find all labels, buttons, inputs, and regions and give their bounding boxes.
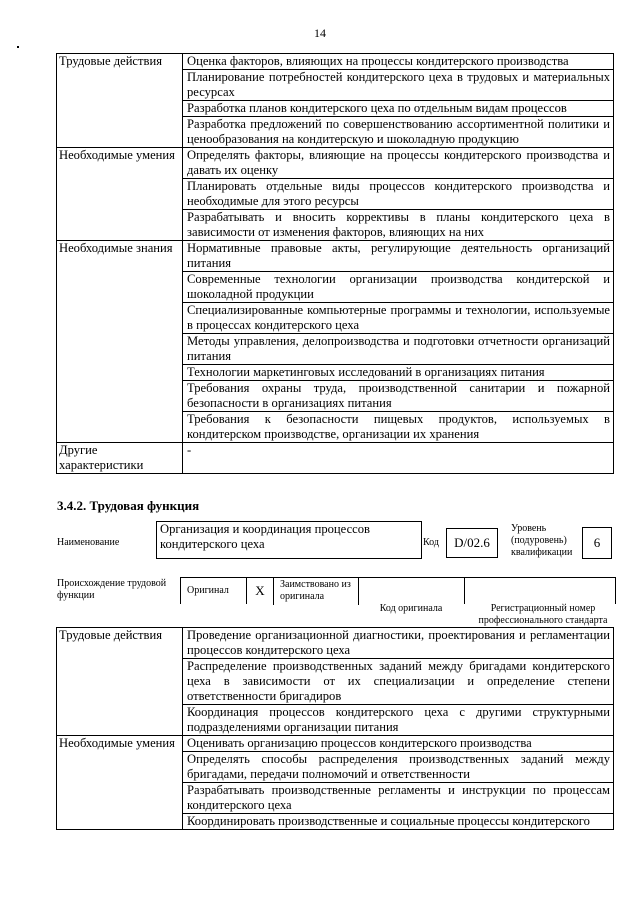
table-cell: Планирование потребностей кондитерского цеха в трудовых и материальных ресурсах — [183, 70, 614, 101]
code-label: Код — [423, 537, 439, 548]
table-cell: Современные технологии организации производства кондитерской и шоколадной продукции — [183, 272, 614, 303]
table-cell: Распределение производственных заданий между бригадами кондитерского цеха в зависимости от их специализации и определение степени ответственности бригадиров — [183, 659, 614, 705]
row-header-knowledge: Необходимые знания — [57, 241, 183, 443]
row-header-other: Другие характеристики — [57, 443, 183, 474]
level-value-box: 6 — [582, 527, 612, 559]
table-cell: Координировать производственные и социальные процессы кондитерского — [183, 814, 614, 830]
table-cell: Нормативные правовые акты, регулирующие деятельность организаций питания — [183, 241, 614, 272]
requirements-table-2 — [56, 627, 614, 830]
scan-dot — [17, 46, 19, 48]
table-cell: - — [183, 443, 614, 474]
borrowed-cell: Заимствовано из оригинала — [273, 577, 359, 605]
requirements-table-1 — [56, 53, 614, 474]
page-number: 14 — [314, 26, 326, 40]
table-cell: Разработка планов кондитерского цеха по отдельным видам процессов — [183, 101, 614, 117]
level-label: Уровень (подуровень) квалификации — [511, 523, 573, 558]
code-value-box: D/02.6 — [446, 528, 498, 558]
function-name-box: Организация и координация процессов кондитерского цеха — [156, 521, 422, 559]
table-cell: Технологии маркетинговых исследований в организациях питания — [183, 365, 614, 381]
code-original-cell — [358, 577, 465, 604]
table-cell: Координация процессов кондитерского цеха с другими структурными подразделениями организации питания — [183, 705, 614, 736]
original-cell: Оригинал — [180, 577, 247, 604]
row-header-skills: Необходимые умения — [57, 148, 183, 241]
table-cell: Разрабатывать и вносить коррективы в планы кондитерского цеха в зависимости от изменения факторов, влияющих на них — [183, 210, 614, 241]
row-header-skills: Необходимые умения — [57, 736, 183, 830]
table-cell: Разрабатывать производственные регламенты и инструкции по процессам кондитерского цеха — [183, 783, 614, 814]
section-title: 3.4.2. Трудовая функция — [57, 498, 200, 513]
table-cell: Требования охраны труда, производственной санитарии и пожарной безопасности в организациях питания — [183, 381, 614, 412]
table-cell: Специализированные компьютерные программы и технологии, используемые в процессах кондитерского цеха — [183, 303, 614, 334]
original-mark: X — [246, 577, 274, 604]
table-cell: Определять способы распределения производственных заданий между бригадами, передачи полномочий и ответственности — [183, 752, 614, 783]
code-original-caption: Код оригинала — [379, 603, 443, 614]
row-header-labor-actions: Трудовые действия — [57, 628, 183, 736]
name-label: Наименование — [57, 537, 120, 548]
table-cell: Проведение организационной диагностики, проектирования и регламентации процессов кондитерского цеха — [183, 628, 614, 659]
reg-number-caption: Регистрационный номер профессионального стандарта — [478, 603, 608, 626]
origin-label: Происхождение трудовой функции — [57, 578, 167, 601]
table-cell: Определять факторы, влияющие на процессы кондитерского производства и давать их оценку — [183, 148, 614, 179]
table-cell: Методы управления, делопроизводства и подготовки отчетности организаций питания — [183, 334, 614, 365]
row-header-labor-actions: Трудовые действия — [57, 54, 183, 148]
table-cell: Планировать отдельные виды процессов кондитерского производства и необходимые для этого ресурсы — [183, 179, 614, 210]
table-cell: Оценивать организацию процессов кондитерского производства — [183, 736, 614, 752]
table-cell: Разработка предложений по совершенствованию ассортиментной политики и ценообразования на кондитерскую и шоколадную продукцию — [183, 117, 614, 148]
table-cell: Оценка факторов, влияющих на процессы кондитерского производства — [183, 54, 614, 70]
table-cell: Требования к безопасности пищевых продуктов, используемых в кондитерском производстве, организации их хранения — [183, 412, 614, 443]
reg-number-cell — [464, 577, 616, 604]
